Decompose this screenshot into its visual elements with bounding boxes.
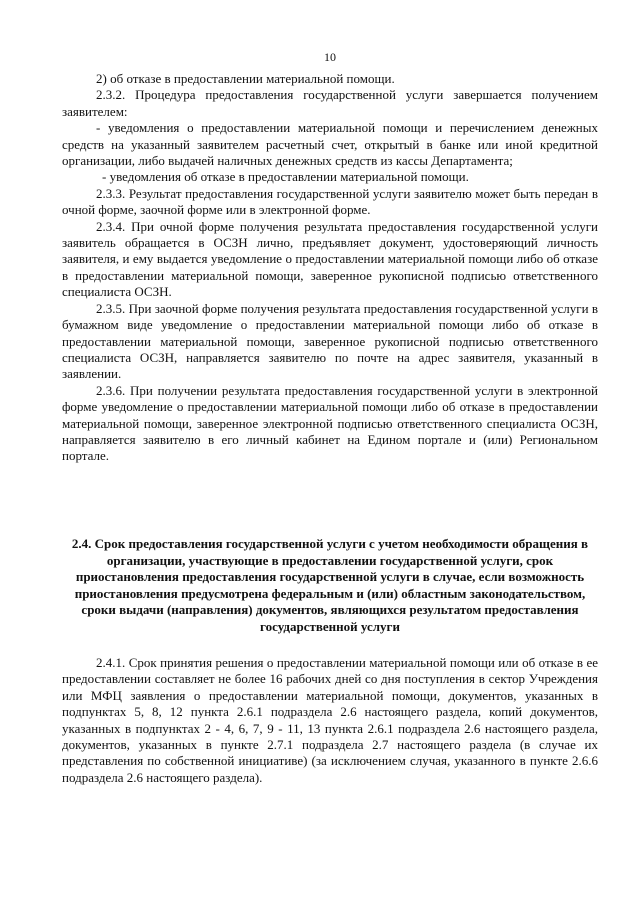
paragraph-2-3-3: 2.3.3. Результат предоставления государственной услуги заявителю может быть передан в очной форме, заочной форме или в электронной форме. [62, 185, 598, 218]
bullet-notification-granted: - уведомления о предоставлении материальной помощи и перечислением денежных средств на указанный заявителем расчетный счет, открытый в банке или иной кредитной организации, либо выдачей наличных денежных средств из кассы Департамента; [62, 120, 598, 169]
section-heading-2-4: 2.4. Срок предоставления государственной услуги с учетом необходимости обращения в организации, участвующие в предоставлении государственной услуги, срок приостановления предоставления государственной услуги в случае, если возможность приостановления предусмотрена федеральным и (или) областным законодательством, сроки выдачи (направления) документов, являющихся результатом предоставления государственной услуги [71, 536, 589, 634]
paragraph-refusal-item: 2) об отказе в предоставлении материальной помощи. [96, 71, 395, 86]
paragraph-2-3-2: 2.3.2. Процедура предоставления государственной услуги завершается получением заявителем: [62, 87, 598, 119]
paragraph-2-3-4: 2.3.4. При очной форме получения результата предоставления государственной услуги заявитель обращается в ОСЗН лично, предъявляет документ, удостоверяющий личность заявителя, и ему выдается уведомление о предоставлении материальной помощи либо об отказе в предоставлении материальной помощи, заверенное рукописной подписью ответственного специалиста ОСЗН. [62, 218, 598, 300]
document-body-bottom [62, 655, 598, 786]
paragraph-2-3-5: 2.3.5. При заочной форме получения результата предоставления государственной услуги в бумажном виде уведомление о предоставлении материальной помощи либо об отказе в предоставлении материальной помощи, заверенное рукописной подписью ответственного специалиста ОСЗН, направляется заявителю по почте на адрес заявителя, указанный в заявлении. [62, 300, 598, 382]
bullet-notification-refusal: - уведомления об отказе в предоставлении материальной помощи. [102, 169, 469, 185]
page-number: 10 [324, 50, 336, 64]
document-body-top [62, 71, 598, 465]
paragraph-2-4-1: 2.4.1. Срок принятия решения о предоставлении материальной помощи или об отказе в ее предоставлении составляет не более 16 рабочих дней со дня поступления в сектор Учреждения или МФЦ заявления о предоставлении материальной помощи, документов, указанных в подпунктах 5, 8, 12 пункта 2.6.1 подраздела 2.6 настоящего раздела, копий документов, указанных в подпунктах 2 - 4, 6, 7, 9 - 11, 13 пункта 2.6.1 подраздела 2.6 настоящего раздела, документов, указанных в пункте 2.7.1 подраздела 2.7 настоящего раздела (в случае их представления по собственной инициативе) (за исключением случая, указанного в пункте 2.6.6 подраздела 2.6 настоящего раздела). [62, 655, 598, 785]
paragraph-2-3-6: 2.3.6. При получении результата предоставления государственной услуги в электронной форме уведомление о предоставлении материальной помощи либо об отказе в предоставлении материальной помощи, заверенное электронной подписью ответственного специалиста ОСЗН, направляется заявителю в его личный кабинет на Едином портале и (или) Региональном портале. [62, 382, 598, 464]
document-page [62, 0, 598, 905]
